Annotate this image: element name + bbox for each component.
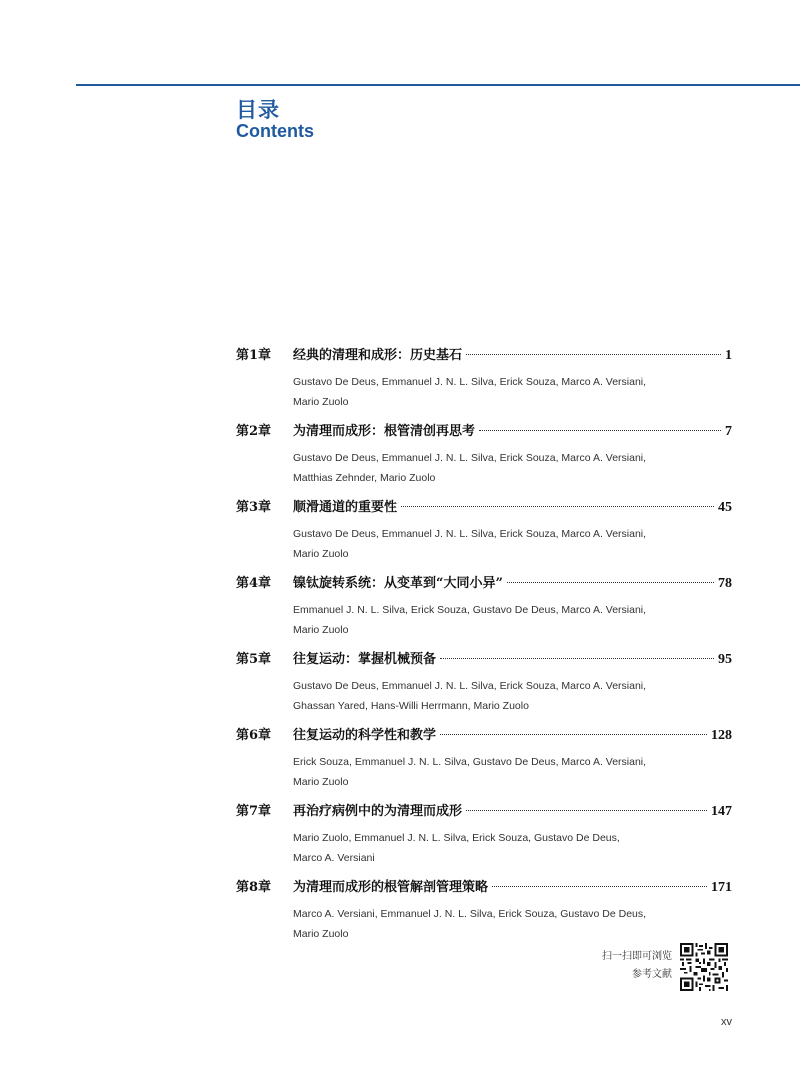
chapter-number: 第2章 <box>236 424 272 439</box>
entry-line <box>293 650 732 670</box>
chapter-title[interactable]: 顺滑通道的重要性 <box>293 500 398 515</box>
authors <box>293 372 732 412</box>
authors <box>293 448 732 488</box>
authors-line: Marco A. Versiani, Emmanuel J. N. L. Silva, Erick Souza, Gustavo De Deus, <box>293 908 647 920</box>
page-number[interactable]: 45 <box>718 500 732 515</box>
table-of-contents <box>236 346 732 954</box>
dot-leader <box>466 354 721 355</box>
page-title-en: Contents <box>236 121 314 141</box>
authors-line: Erick Souza, Emmanuel J. N. L. Silva, Gustavo De Deus, Marco A. Versiani, <box>293 756 647 768</box>
authors <box>293 904 732 944</box>
chapter-title[interactable]: 经典的清理和成形：历史基石 <box>293 348 463 363</box>
page-number[interactable]: 7 <box>725 424 732 439</box>
chapter-number: 第7章 <box>236 804 272 819</box>
chapter-title[interactable]: 镍钛旋转系统：从变革到“大同小异” <box>293 576 503 591</box>
authors <box>293 752 732 792</box>
entry-line <box>293 574 732 594</box>
qr-code-icon[interactable] <box>680 943 728 991</box>
toc-entry-3[interactable] <box>236 498 732 574</box>
chapter-number: 第8章 <box>236 880 272 895</box>
chapter-title[interactable]: 为清理而成形：根管清创再思考 <box>293 424 476 439</box>
page-number[interactable]: 95 <box>718 652 732 667</box>
chapter-number: 第5章 <box>236 652 272 667</box>
page-number[interactable]: 128 <box>711 728 732 743</box>
qr-caption-line1: 扫一扫即可浏览 <box>602 951 672 962</box>
toc-entry-2[interactable] <box>236 422 732 498</box>
dot-leader <box>492 886 707 887</box>
toc-entry-1[interactable] <box>236 346 732 422</box>
dot-leader <box>401 506 714 507</box>
chapter-number: 第1章 <box>236 348 272 363</box>
entry-line <box>293 878 732 898</box>
authors-line: Marco A. Versiani <box>293 852 375 864</box>
chapter-title[interactable]: 再治疗病例中的为清理而成形 <box>293 804 463 819</box>
page-number-footer: xv <box>721 1016 732 1028</box>
toc-entry-4[interactable] <box>236 574 732 650</box>
authors <box>293 676 732 716</box>
authors-line: Gustavo De Deus, Emmanuel J. N. L. Silva, Erick Souza, Marco A. Versiani, <box>293 452 647 464</box>
authors-line: Mario Zuolo <box>293 548 349 560</box>
header-rule <box>76 84 800 86</box>
chapter-title[interactable]: 往复运动：掌握机械预备 <box>293 652 437 667</box>
chapter-number: 第6章 <box>236 728 272 743</box>
entry-line <box>293 802 732 822</box>
chapter-number: 第3章 <box>236 500 272 515</box>
toc-entry-8[interactable] <box>236 878 732 954</box>
authors <box>293 524 732 564</box>
page-title-zh: 目录 <box>236 98 280 122</box>
entry-line <box>293 498 732 518</box>
authors-line: Emmanuel J. N. L. Silva, Erick Souza, Gustavo De Deus, Marco A. Versiani, <box>293 604 647 616</box>
dot-leader <box>440 734 707 735</box>
authors-line: Mario Zuolo <box>293 928 349 940</box>
entry-line <box>293 422 732 442</box>
page-number[interactable]: 147 <box>711 804 732 819</box>
authors <box>293 828 732 868</box>
toc-entry-5[interactable] <box>236 650 732 726</box>
authors-line: Gustavo De Deus, Emmanuel J. N. L. Silva, Erick Souza, Marco A. Versiani, <box>293 528 647 540</box>
entry-line <box>293 726 732 746</box>
authors-line: Mario Zuolo <box>293 624 349 636</box>
dot-leader <box>440 658 714 659</box>
authors <box>293 600 732 640</box>
toc-entry-6[interactable] <box>236 726 732 802</box>
authors-line: Gustavo De Deus, Emmanuel J. N. L. Silva, Erick Souza, Marco A. Versiani, <box>293 680 647 692</box>
dot-leader <box>466 810 707 811</box>
chapter-title[interactable]: 往复运动的科学性和教学 <box>293 728 437 743</box>
authors-line: Mario Zuolo <box>293 776 349 788</box>
page-number[interactable]: 1 <box>725 348 732 363</box>
entry-line <box>293 346 732 366</box>
dot-leader <box>507 582 714 583</box>
authors-line: Ghassan Yared, Hans-Willi Herrmann, Mario Zuolo <box>293 700 529 712</box>
authors-line: Mario Zuolo, Emmanuel J. N. L. Silva, Erick Souza, Gustavo De Deus, <box>293 832 620 844</box>
authors-line: Mario Zuolo <box>293 396 349 408</box>
qr-caption-line2: 参考文献 <box>632 969 672 980</box>
chapter-number: 第4章 <box>236 576 272 591</box>
qr-caption <box>586 948 672 984</box>
page-number[interactable]: 171 <box>711 880 732 895</box>
chapter-title[interactable]: 为清理而成形的根管解剖管理策略 <box>293 880 489 895</box>
toc-entry-7[interactable] <box>236 802 732 878</box>
page-number[interactable]: 78 <box>718 576 732 591</box>
authors-line: Gustavo De Deus, Emmanuel J. N. L. Silva, Erick Souza, Marco A. Versiani, <box>293 376 647 388</box>
authors-line: Matthias Zehnder, Mario Zuolo <box>293 472 436 484</box>
dot-leader <box>479 430 721 431</box>
